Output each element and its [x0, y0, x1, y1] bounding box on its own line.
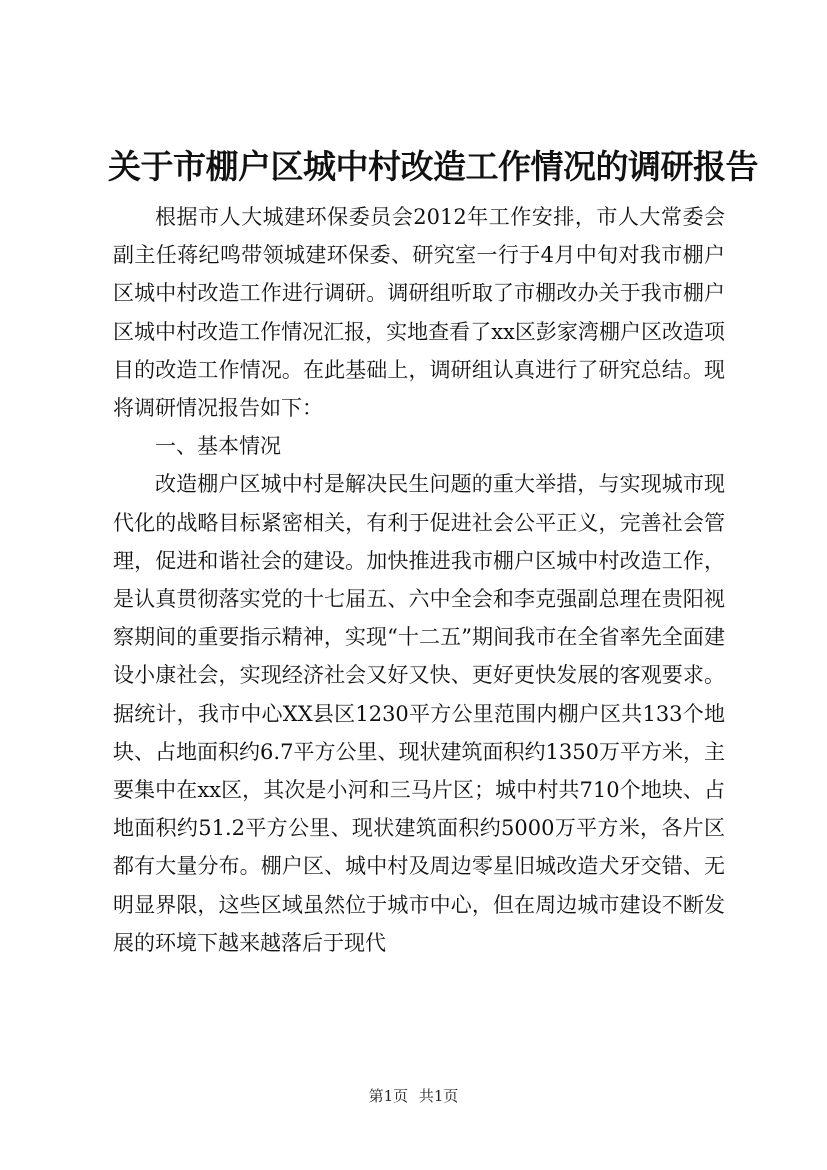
document-title: 关于市棚户区城中村改造工作情况的调研报告 [108, 147, 758, 186]
page-number: 第1页 [368, 1087, 409, 1105]
document-body [113, 198, 725, 962]
section-paragraph: 改造棚户区城中村是解决民生问题的重大举措，与实现城市现代化的战略目标紧密相关，有利于促进社会公平正义，完善社会管理，促进和谐社会的建设。加快推进我市棚户区城中村改造工作，是认真贯彻落实党的十七届五、六中全会和李克强副总理在贵阳视察期间的重要指示精神，实现“十二五”期间我市在全省率先全面建设小康社会，实现经济社会又好又快、更好更快发展的客观要求。据统计，我市中心XX县区1230平方公里范围内棚户区共133个地块、占地面积约6.7平方公里、现状建筑面积约1350万平方米，主要集中在xx区，其次是小河和三马片区；城中村共710个地块、占地面积约51.2平方公里、现状建筑面积约5000万平方米，各片区都有大量分布。棚户区、城中村及周边零星旧城改造犬牙交错、无明显界限，这些区域虽然位于城市中心，但在周边城市建设不断发展的环境下越来越落后于现代 [113, 472, 725, 955]
section-heading: 一、基本情况 [155, 434, 281, 459]
intro-paragraph: 根据市人大城建环保委员会2012年工作安排，市人大常委会副主任蒋纪鸣带领城建环保委、研究室一行于4月中旬对我市棚户区城中村改造工作进行调研。调研组听取了市棚改办关于我市棚户区城中村改造工作情况汇报，实地查看了xx区彭家湾棚户区改造项目的改造工作情况。在此基础上，调研组认真进行了研究总结。现将调研情况报告如下： [113, 205, 725, 421]
page-footer [0, 1086, 827, 1106]
page-total: 共1页 [418, 1087, 459, 1105]
